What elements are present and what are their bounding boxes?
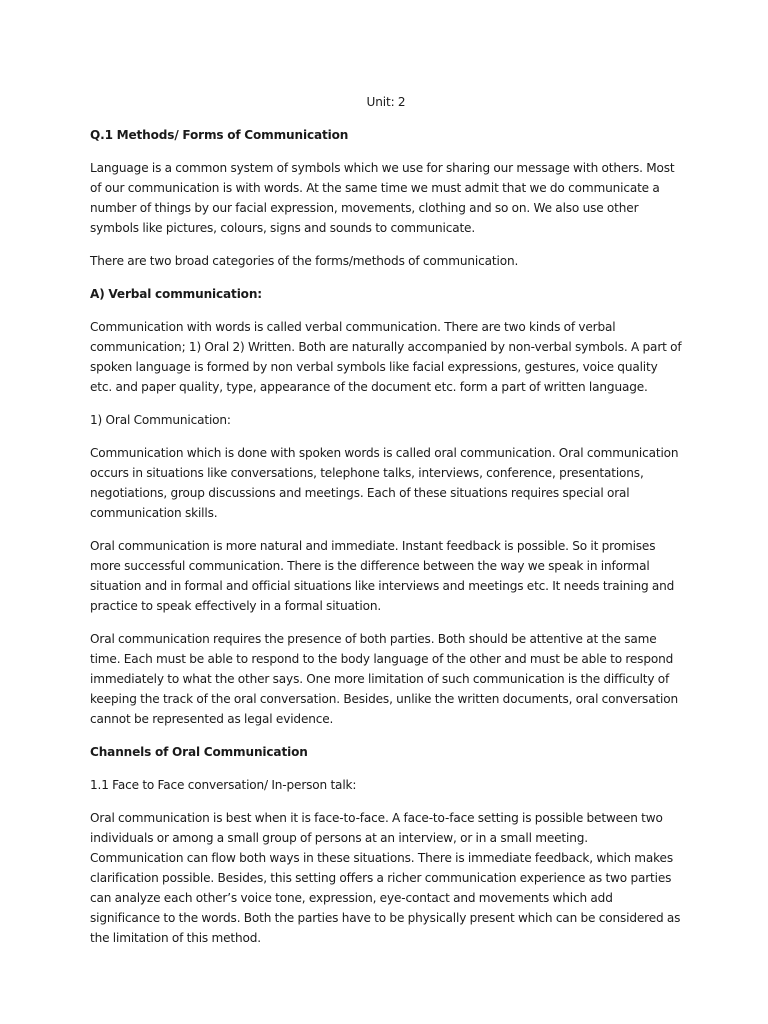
document-body: [90, 92, 682, 961]
channels-heading: Channels of Oral Communication: [90, 745, 308, 759]
verbal-communication-heading: A) Verbal communication:: [90, 287, 262, 301]
oral-communication-heading: 1) Oral Communication:: [90, 413, 231, 427]
face-to-face-paragraph: Oral communication is best when it is face-to-face. A face-to-face setting is possible between two individuals or among a small group of persons at an interview, or in a small meeting. Communication can flow both ways in these situations. There is immediate feedback, which makes clarification possible. Besides, this setting offers a richer communication experience as two parties can analyze each other’s voice tone, expression, eye-contact and movements which add significance to the words. Both the parties have to be physically present which can be considered as the limitation of this method.: [90, 811, 681, 945]
categories-paragraph: There are two broad categories of the forms/methods of communication.: [90, 254, 519, 268]
face-to-face-heading: 1.1 Face to Face conversation/ In-person talk:: [90, 778, 357, 792]
q1-heading: Q.1 Methods/ Forms of Communication: [90, 128, 349, 142]
unit-title: Unit: 2: [366, 95, 406, 109]
verbal-communication-paragraph: Communication with words is called verbal communication. There are two kinds of verbal communication; 1) Oral 2) Written. Both are naturally accompanied by non-verbal symbols. A part of spoken language is formed by non verbal symbols like facial expressions, gestures, voice quality etc. and paper quality, type, appearance of the document etc. form a part of written language.: [90, 320, 682, 394]
oral-communication-paragraph-2: Oral communication is more natural and immediate. Instant feedback is possible. So it promises more successful communication. There is the difference between the way we speak in informal situation and in formal and official situations like interviews and meetings etc. It needs training and practice to speak effectively in a formal situation.: [90, 539, 675, 613]
oral-communication-paragraph-1: Communication which is done with spoken words is called oral communication. Oral communication occurs in situations like conversations, telephone talks, interviews, conference, presentations, negotiations, group discussions and meetings. Each of these situations requires special oral communication skills.: [90, 446, 679, 520]
oral-communication-paragraph-3: Oral communication requires the presence of both parties. Both should be attentive at the same time. Each must be able to respond to the body language of the other and must be able to respond immediately to what the other says. One more limitation of such communication is the difficulty of keeping the track of the oral conversation. Besides, unlike the written documents, oral conversation cannot be represented as legal evidence.: [90, 632, 679, 726]
intro-paragraph: Language is a common system of symbols which we use for sharing our message with others. Most of our communication is with words. At the same time we must admit that we do communicate a number of things by our facial expression, movements, clothing and so on. We also use other symbols like pictures, colours, signs and sounds to communicate.: [90, 161, 675, 235]
